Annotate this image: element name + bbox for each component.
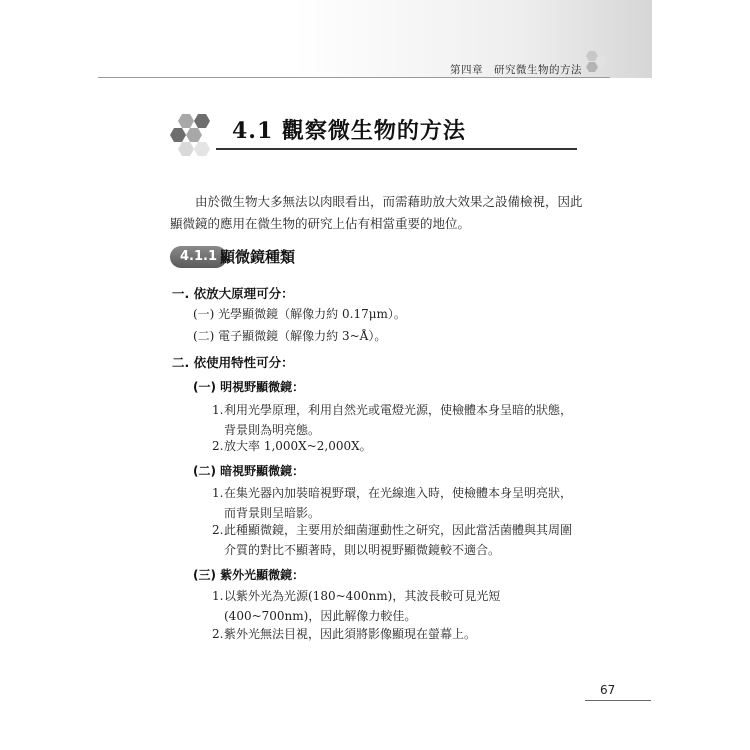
- chapter-header: 第四章 研究微生物的方法: [450, 64, 582, 76]
- list-item-number: 1.: [212, 403, 224, 417]
- list-item: [212, 483, 582, 523]
- group-title: (二) 暗視野顯微鏡：: [193, 464, 305, 478]
- list-item: [212, 586, 582, 626]
- list-item-number: 1.: [212, 486, 224, 500]
- part1-item: (一) 光學顯微鏡（解像力約 0.17μm）。: [193, 307, 406, 321]
- part1-heading: 一. 依放大原理可分：: [172, 286, 294, 301]
- header-hexagon-icon: [585, 49, 609, 75]
- list-item: [212, 520, 582, 560]
- header-rule: [98, 77, 610, 78]
- list-item-text: 此種顯微鏡，主要用於細菌運動性之研究，因此當活菌體與其周圍介質的對比不顯著時，則以明視野顯微鏡較不適合。: [224, 523, 573, 557]
- list-item-text: 利用光學原理，利用自然光或電燈光源，使檢體本身呈暗的狀態，背景則為明亮態。: [224, 403, 573, 437]
- section-rule: [216, 148, 577, 150]
- subsection-title: 顯微鏡種類: [220, 248, 296, 266]
- list-item-number: 2.: [212, 439, 224, 453]
- list-item-number: 2.: [212, 523, 224, 537]
- list-item-number: 2.: [212, 627, 224, 641]
- section-hexagon-icon: [170, 113, 220, 159]
- section-title: 4.1 觀察微生物的方法: [232, 118, 466, 144]
- page-number: 67: [600, 683, 616, 697]
- group-title: (三) 紫外光顯微鏡：: [193, 568, 305, 582]
- list-item-text: 在集光器內加裝暗視野環，在光線進入時，使檢體本身呈明亮狀，而背景則呈暗影。: [224, 486, 573, 520]
- list-item: [212, 400, 582, 440]
- list-item: [212, 624, 582, 644]
- list-item-number: 1.: [212, 589, 224, 603]
- list-item-text: 以紫外光為光源(180~400nm)，其波長較可見光短(400~700nm)，因此解像力較佳。: [224, 589, 501, 623]
- footer-rule: [585, 700, 651, 701]
- list-item: [212, 436, 582, 456]
- list-item-text: 放大率 1,000X~2,000X。: [224, 439, 372, 453]
- group-title: (一) 明視野顯微鏡：: [193, 380, 305, 394]
- part2-heading: 二. 依使用特性可分：: [172, 355, 294, 370]
- subsection-number-badge: 4.1.1: [170, 246, 227, 268]
- intro-paragraph: 由於微生物大多無法以肉眼看出，而需藉助放大效果之設備檢視，因此顯微鏡的應用在微生物的研究上佔有相當重要的地位。: [170, 194, 583, 231]
- part1-item: (二) 電子顯微鏡（解像力約 3~Å）。: [193, 329, 387, 343]
- list-item-text: 紫外光無法目視，因此須將影像顯現在螢幕上。: [224, 627, 477, 641]
